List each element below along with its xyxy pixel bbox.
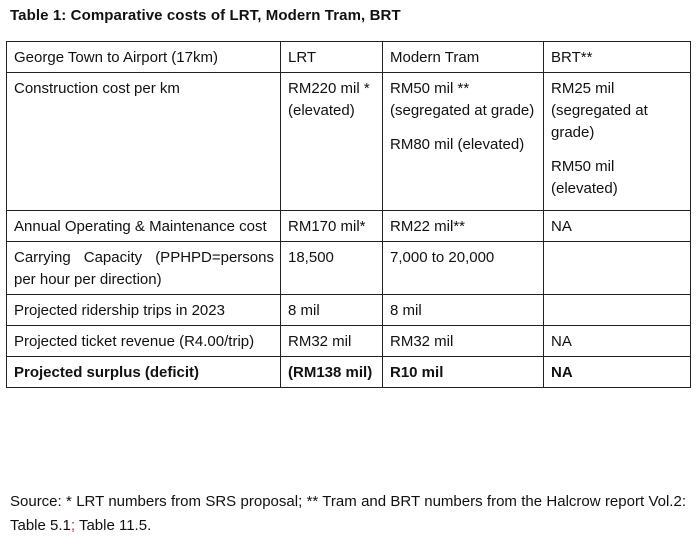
modern-tram-cell: 7,000 to 20,000 xyxy=(383,242,544,295)
brt-cell xyxy=(544,73,691,211)
brt-cell: NA xyxy=(544,211,691,242)
brt-cell xyxy=(544,242,691,295)
table-header-row xyxy=(7,42,691,73)
source-tail: Table 11.5. xyxy=(75,517,152,534)
lrt-cell: RM220 mil * (elevated) xyxy=(281,73,383,211)
tram-construction-elevated: RM80 mil (elevated) xyxy=(390,136,525,153)
row-label: Construction cost per km xyxy=(7,73,281,211)
lrt-cell: 8 mil xyxy=(281,295,383,326)
lrt-cell: (RM138 mil) xyxy=(281,357,383,388)
source-text: Source: * LRT numbers from SRS proposal; ** Tram and BRT numbers from the Halcrow report Vol.2: Table 5.1 xyxy=(10,493,686,534)
source-note xyxy=(10,490,686,538)
brt-cell: NA xyxy=(544,326,691,357)
modern-tram-cell: R10 mil xyxy=(383,357,544,388)
brt-cell xyxy=(544,295,691,326)
row-label: Carrying Capacity (PPHPD=persons per hour per direction) xyxy=(7,242,281,295)
comparative-costs-table xyxy=(6,41,691,388)
table-row xyxy=(7,326,691,357)
table-caption: Table 1: Comparative costs of LRT, Modern Tram, BRT xyxy=(10,7,401,24)
table-row xyxy=(7,295,691,326)
row-label: Projected ridership trips in 2023 xyxy=(7,295,281,326)
header-modern-tram: Modern Tram xyxy=(383,42,544,73)
table-row xyxy=(7,357,691,388)
header-route: George Town to Airport (17km) xyxy=(7,42,281,73)
lrt-cell: RM170 mil* xyxy=(281,211,383,242)
brt-construction-at-grade: RM25 mil (segregated at grade) xyxy=(551,80,648,141)
table-row xyxy=(7,73,691,211)
source-separator: ; xyxy=(70,517,76,534)
row-label: Projected ticket revenue (R4.00/trip) xyxy=(7,326,281,357)
row-label: Annual Operating & Maintenance cost xyxy=(7,211,281,242)
modern-tram-cell xyxy=(383,73,544,211)
row-label: Projected surplus (deficit) xyxy=(7,357,281,388)
lrt-cell: 18,500 xyxy=(281,242,383,295)
header-brt: BRT** xyxy=(544,42,691,73)
modern-tram-cell: 8 mil xyxy=(383,295,544,326)
lrt-cell: RM32 mil xyxy=(281,326,383,357)
table-row xyxy=(7,242,691,295)
modern-tram-cell: RM22 mil** xyxy=(383,211,544,242)
modern-tram-cell: RM32 mil xyxy=(383,326,544,357)
table-row xyxy=(7,211,691,242)
header-lrt: LRT xyxy=(281,42,383,73)
tram-construction-at-grade: RM50 mil ** (segregated at grade) xyxy=(390,80,535,119)
brt-cell: NA xyxy=(544,357,691,388)
brt-construction-elevated: RM50 mil (elevated) xyxy=(551,158,618,197)
